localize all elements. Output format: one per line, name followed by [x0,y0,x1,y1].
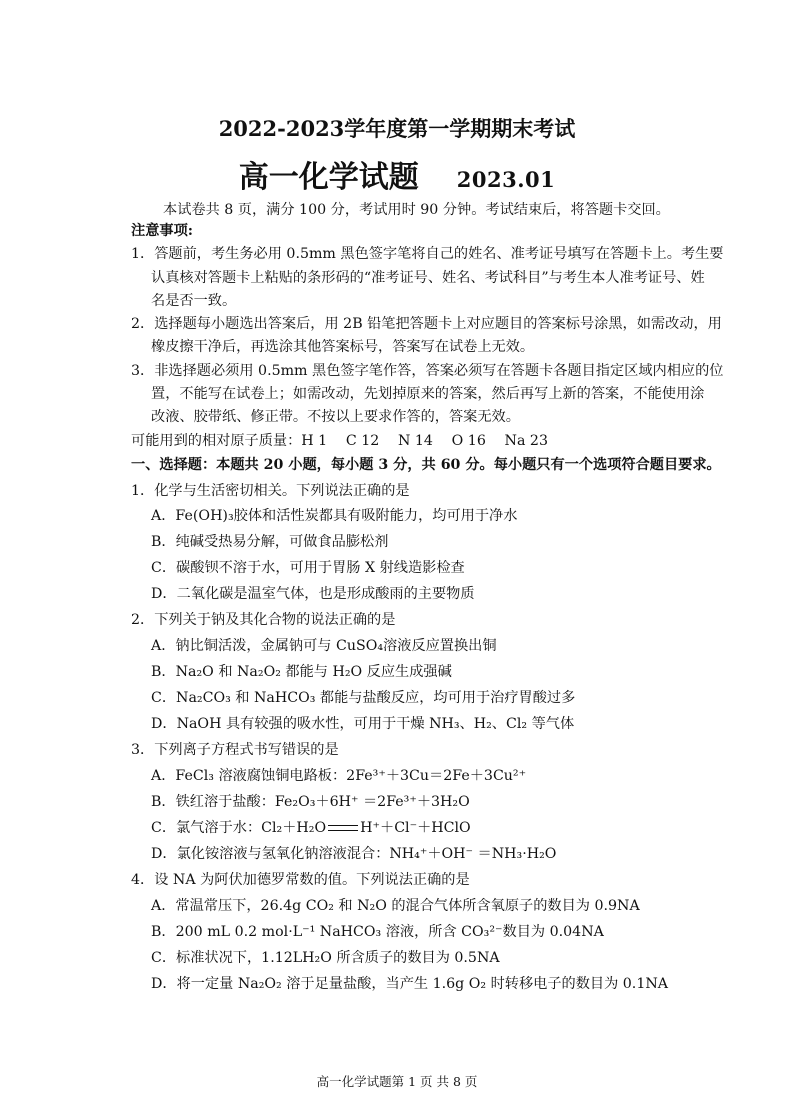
question-stem: 1．化学与生活密切相关。下列说法正确的是 [131,483,410,499]
notice-line: 改液、胶带纸、修正带。不按以上要求作答的，答案无效。 [151,409,520,425]
option-c-right: H⁺＋Cl⁻＋HClO [360,820,471,836]
intro-text: 本试卷共 8 页，满分 100 分，考试用时 90 分钟。考试结束后，将答题卡交回。 [163,202,670,218]
notice-line: 名是否一致。 [151,293,237,309]
option-c [151,818,471,838]
option-a: A．Fe(OH)₃胶体和活性炭都具有吸附能力，均可用于净水 [151,508,518,524]
option-a: A．钠比铜活泼，金属钠可与 CuSO₄溶液反应置换出铜 [151,638,497,654]
notice-line: 2．选择题每小题选出答案后，用 2B 铅笔把答题卡上对应题目的答案标号涂黑，如需改动，用 [131,316,722,332]
notice-line: 置，不能写在试卷上；如需改动，先划掉原来的答案，然后再写上新的答案，不能使用涂 [151,386,705,402]
atomic-masses: 可能用到的相对原子质量：H 1 C 12 N 14 O 16 Na 23 [131,433,548,449]
question-stem: 3．下列离子方程式书写错误的是 [131,742,339,758]
notice-line: 1．答题前，考生务必用 0.5mm 黑色签字笔将自己的姓名、准考证号填写在答题卡上。考生要 [131,246,724,262]
question-stem: 4．设 NA 为阿伏加德罗常数的值。下列说法正确的是 [131,872,470,888]
option-b: B．铁红溶于盐酸：Fe₂O₃＋6H⁺ ＝2Fe³⁺＋3H₂O [151,794,470,810]
subject-title [0,152,794,196]
option-c: C．标准状况下，1.12LH₂O 所含质子的数目为 0.5NA [151,950,500,966]
notice-line: 认真核对答题卡上粘贴的条形码的“准考证号、姓名、考试科目”与考生本人准考证号、姓 [151,270,705,286]
notice-heading: 注意事项: [131,223,193,239]
question-stem: 2．下列关于钠及其化合物的说法正确的是 [131,612,396,628]
option-b: B．纯碱受热易分解，可做食品膨松剂 [151,534,389,550]
page-footer: 高一化学试题第 1 页 共 8 页 [316,1074,478,1089]
option-b: B．Na₂O 和 Na₂O₂ 都能与 H₂O 反应生成强碱 [151,664,452,680]
option-a: A．常温常压下，26.4g CO₂ 和 N₂O 的混合气体所含氧原子的数目为 0.9NA [151,898,640,914]
exam-title: 2022-2023学年度第一学期期末考试 [218,116,576,141]
notice-line: 3．非选择题必须用 0.5mm 黑色签字笔作答，答案必须写在答题卡各题目指定区域内相应的位 [131,363,724,379]
option-a: A．FeCl₃ 溶液腐蚀铜电路板：2Fe³⁺＋3Cu＝2Fe＋3Cu²⁺ [151,768,527,784]
option-c: C．Na₂CO₃ 和 NaHCO₃ 都能与盐酸反应，均可用于治疗胃酸过多 [151,690,576,706]
exam-date: 2023.01 [456,167,556,192]
subject-name: 高一化学试题 [238,160,419,195]
option-d: D．NaOH 具有较强的吸水性，可用于干燥 NH₃、H₂、Cl₂ 等气体 [151,716,575,732]
option-d: D．将一定量 Na₂O₂ 溶于足量盐酸，当产生 1.6g O₂ 时转移电子的数目为 0.1NA [151,976,669,992]
option-d: D．二氧化碳是温室气体，也是形成酸雨的主要物质 [151,586,475,602]
notice-line: 橡皮擦干净后，再选涂其他答案标号，答案写在试卷上无效。 [151,339,535,355]
option-d: D．氯化铵溶液与氢氧化钠溶液混合：NH₄⁺＋OH⁻ ＝NH₃·H₂O [151,846,557,862]
section-heading: 一、选择题：本题共 20 小题，每小题 3 分，共 60 分。每小题只有一个选项符合题目要求。 [131,457,721,473]
option-c-left: C．氯气溶于水：Cl₂＋H₂O [151,820,327,836]
option-b: B．200 mL 0.2 mol·L⁻¹ NaHCO₃ 溶液，所含 CO₃²⁻数目为 0.04NA [151,924,604,940]
equilibrium-arrow-icon [326,822,360,834]
option-c: C．碳酸钡不溶于水，可用于胃肠 X 射线造影检查 [151,560,465,576]
